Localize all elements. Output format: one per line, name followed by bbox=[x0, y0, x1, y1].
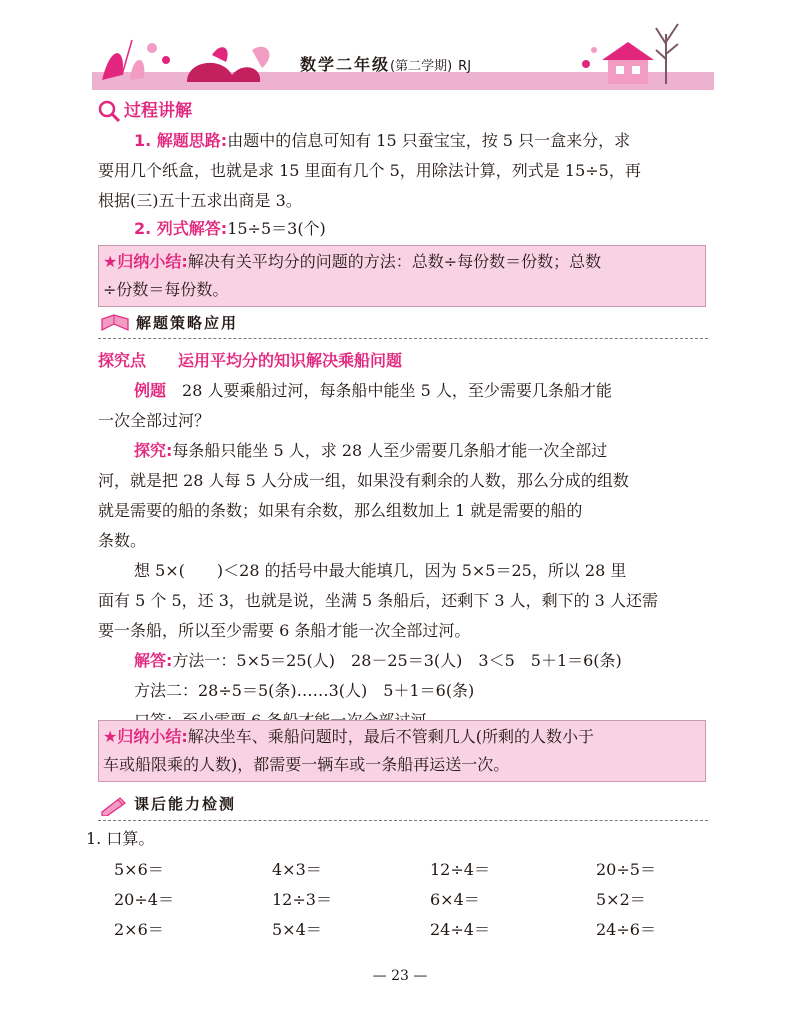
calc-item: 6×4＝ bbox=[430, 890, 480, 909]
inquiry-text: 探究:每条船只能坐 5 人，求 28 人至少需要几条船才能一次全部过 河，就是把 28 人每 5 人分成一组，如果没有剩余的人数，那么分成的组数 就是需要的船的条数；如果有余数，那么组数加上 1 就是需要的船的 条数。 bbox=[98, 441, 629, 550]
floral-decoration-left bbox=[92, 20, 282, 90]
pencil-icon bbox=[100, 794, 128, 816]
book-title: 数学二年级(第二学期) RJ bbox=[300, 55, 472, 74]
magnifier-icon bbox=[98, 100, 120, 122]
after-class-heading: 课后能力检测 bbox=[100, 793, 236, 816]
process-step2: 2. 列式解答:15÷5＝3(个) bbox=[134, 219, 326, 238]
calc-item: 2×6＝ bbox=[114, 920, 164, 939]
summary-box-2: ★归纳小结:解决坐车、乘船问题时，最后不管剩几人(所剩的人数小于 车或船限乘的人数)，都需要一辆车或一条船再运送一次。 bbox=[98, 720, 706, 782]
page-number: — 23 — bbox=[372, 968, 428, 984]
divider bbox=[98, 338, 708, 339]
calc-item: 5×6＝ bbox=[114, 860, 164, 879]
calc-item: 5×4＝ bbox=[272, 920, 322, 939]
process-heading: 过程讲解 bbox=[98, 96, 192, 122]
process-step1: 1. 解题思路:由题中的信息可知有 15 只蚕宝宝，按 5 只一盒来分，求 要用几个纸盒，也就是求 15 里面有几个 5，用除法计算，列式是 15÷5，再 根据(三)五十五求出商是 3。 bbox=[98, 131, 641, 210]
strategy-heading: 解题策略应用 bbox=[100, 312, 238, 334]
explore-point: 探究点 运用平均分的知识解决乘船问题 bbox=[98, 351, 403, 370]
calc-item: 5×2＝ bbox=[596, 890, 646, 909]
calc-item: 24÷4＝ bbox=[430, 920, 490, 939]
summary-box-1: ★归纳小结:解决有关平均分的问题的方法：总数÷每份数＝份数；总数 ÷份数＝每份数。 bbox=[98, 245, 706, 307]
divider bbox=[98, 820, 708, 821]
calc-item: 12÷3＝ bbox=[272, 890, 332, 909]
answer-text: 解答:方法一：5×5＝25(人) 28－25＝3(人) 3＜5 5＋1＝6(条) 方法二：28÷5＝5(条)……3(人) 5＋1＝6(条) bbox=[134, 651, 622, 700]
house-tree-decoration bbox=[578, 14, 688, 86]
calc-item: 20÷4＝ bbox=[114, 890, 174, 909]
example-problem: 例题 28 人要乘船过河，每条船中能坐 5 人，至少需要几条船才能 一次全部过河？ bbox=[98, 381, 612, 430]
calc-item: 20÷5＝ bbox=[596, 860, 656, 879]
question-1-title: 1. 口算。 bbox=[86, 829, 155, 848]
calc-item: 12÷4＝ bbox=[430, 860, 490, 879]
open-book-icon bbox=[100, 314, 130, 334]
calc-item: 4×3＝ bbox=[272, 860, 322, 879]
calc-item: 24÷6＝ bbox=[596, 920, 656, 939]
think-text: 想 5×( )＜28 的括号中最大能填几，因为 5×5＝25，所以 28 里 面有 5 个 5，还 3，也就是说，坐满 5 条船后，还剩下 3 人，剩下的 3 人还需 要一条船，所以至少需要 6 条船才能一次全部过河。 bbox=[98, 561, 658, 640]
